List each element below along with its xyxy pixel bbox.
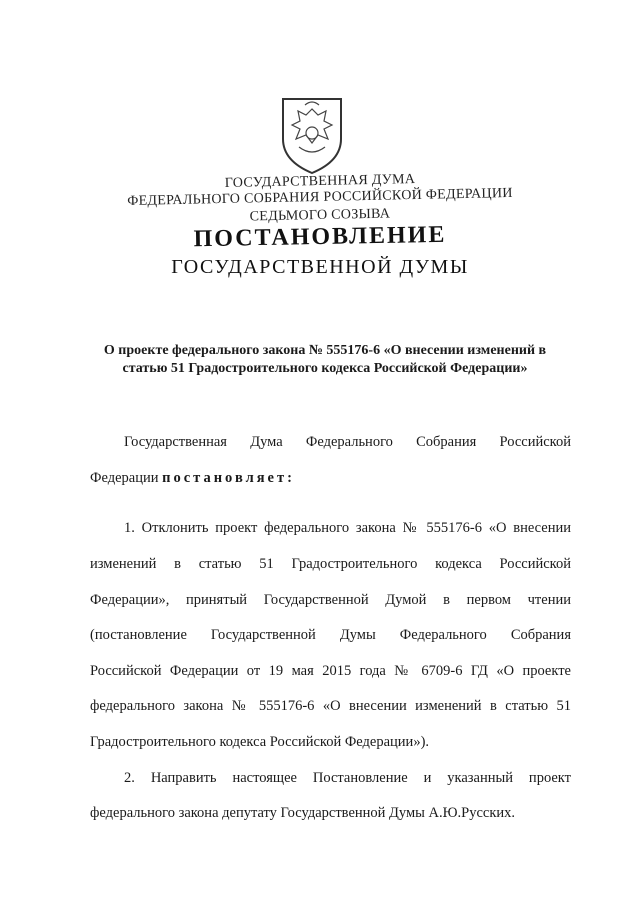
header-line-assembly: ФЕДЕРАЛЬНОГО СОБРАНИЯ РОССИЙСКОЙ ФЕДЕРАЦИИ (127, 185, 513, 210)
item-2-line: 2. Направить настоящее Постановление и указанный проект (124, 770, 571, 786)
document-subject (90, 342, 560, 378)
item-1-line: изменений в статью 51 Градостроительного кодекса Российской (90, 556, 571, 572)
item-1-line: федерального закона № 555176-6 «О внесении изменений в статью 51 (90, 698, 571, 714)
header-line-duma: ГОСУДАРСТВЕННАЯ ДУМА (224, 172, 416, 191)
subject-line: статью 51 Градостроительного кодекса Российской Федерации» (122, 361, 528, 376)
decree-verb: постановляет: (162, 470, 295, 486)
preamble-prefix: Федерации (90, 470, 159, 486)
item-2-line: федерального закона депутату Государственной Думы А.Ю.Русских. (90, 805, 516, 821)
item-1-line: Федерации», принятый Государственной Думой в первом чтении (90, 592, 571, 608)
state-emblem-icon (277, 95, 347, 177)
item-1-line: Российской Федерации от 19 мая 2015 года № 6709-6 ГД «О проекте (90, 663, 571, 679)
document-subtitle: ГОСУДАРСТВЕННОЙ ДУМЫ (171, 256, 469, 278)
preamble-line (90, 460, 571, 496)
item-1-line: Градостроительного кодекса Российской Федерации»). (90, 734, 430, 750)
subject-line: О проекте федерального закона № 555176-6 «О внесении изменений в (103, 343, 547, 358)
preamble-line: Государственная Дума Федерального Собрания Российской (124, 434, 571, 450)
item-1-line: (постановление Государственной Думы Федерального Собрания (90, 627, 571, 643)
document-title: ПОСТАНОВЛЕНИЕ (193, 221, 447, 253)
item-1-line: 1. Отклонить проект федерального закона № 555176-6 «О внесении (124, 520, 571, 536)
header-line-convocation: СЕДЬМОГО СОЗЫВА (249, 206, 391, 225)
